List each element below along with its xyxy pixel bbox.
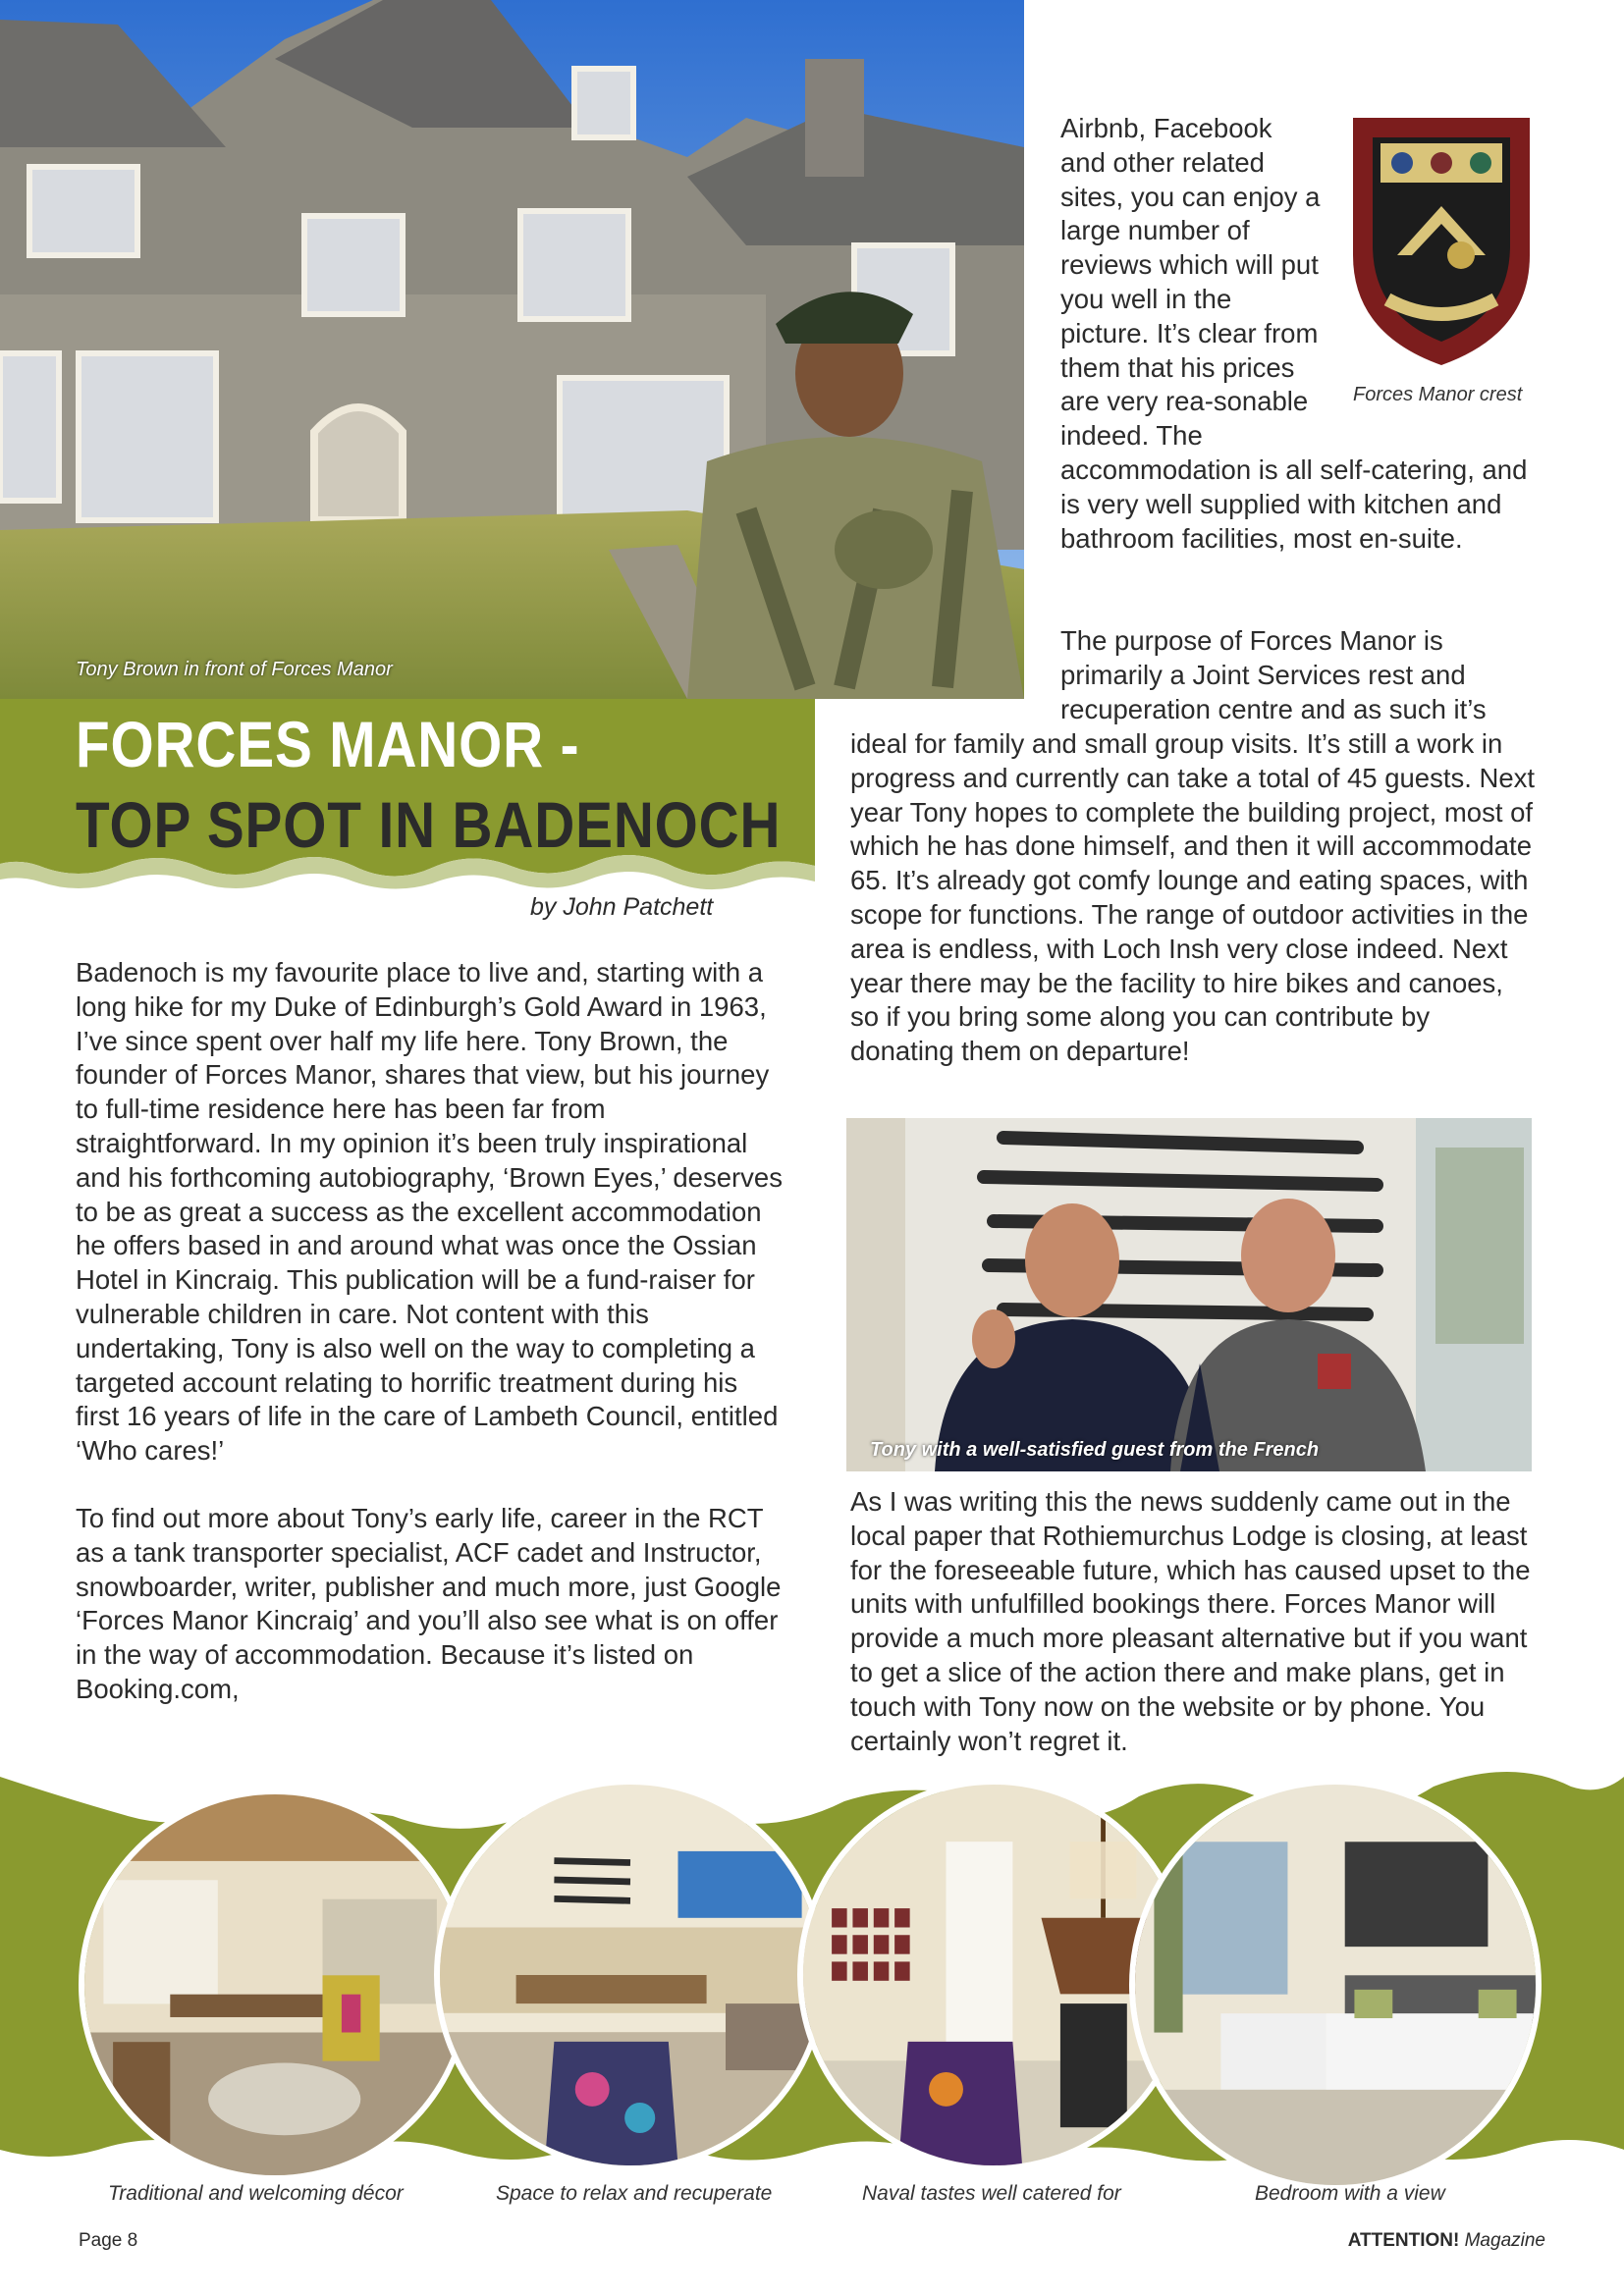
circle-photo-lounge — [434, 1779, 827, 2171]
crest-caption: Forces Manor crest — [1353, 384, 1523, 405]
right-col-narrow — [1060, 112, 1321, 454]
title-line-2: TOP SPOT IN BADENOCH — [76, 788, 782, 861]
magazine-name-bold: ATTENTION! — [1347, 2230, 1460, 2251]
right-col-p2-rest-text: ideal for family and small group visits. It’s still a work in progress and currently can take a total of 45 guests. Next year Tony hopes to complete the building project, most of which he has done himself, and then it will accommodate 65. It’s already got comfy lounge and eating spaces, with scope for functions. The range of outdoor activities in the area is endless, with Loch Insh very close indeed. Next year there may be the facility to hire bikes and canoes, so if you bring some along you can contribute by donating them on departure! — [850, 728, 1536, 1067]
magazine-name — [1348, 2230, 1545, 2252]
right-col-continue — [1060, 454, 1532, 556]
right-col-p3 — [850, 1485, 1538, 1758]
circle-photo-dining — [79, 1789, 471, 2181]
right-col-narrow-text: Airbnb, Facebook and other related sites, you can enjoy a large number of reviews which will put you well in the picture. It’s clear from them that his prices are very rea-sonable indeed. The — [1060, 113, 1321, 452]
left-col-para-1: Badenoch is my favourite place to live and, starting with a long hike for my Duke of Edinburgh’s Gold Award in 1963, I’ve since spent over half my life here. Tony Brown, the founder of Forces Manor, shares that view, but his journey to full-time residence here has been far from straightforward. In my opinion it’s been truly inspirational and his forthcoming autobiography, ‘Brown Eyes,’ deserves to be as great a success as the excellent accommodation he offers based in and around what was once the Ossian Hotel in Kincraig. This publication will be a fund-raiser for vulnerable children in care. Not content with this undertaking, Tony is also well on the way to completing a targeted account relating to horrific treatment during his first 16 years of life in the care of Lambeth Council, entitled ‘Who cares!’ — [76, 957, 783, 1467]
circle2-caption: Space to relax and recuperate — [496, 2182, 773, 2205]
title-line-1: FORCES MANOR - — [76, 708, 580, 780]
page-number: Page 8 — [79, 2230, 138, 2251]
left-col-para-2: To find out more about Tony’s early life, career in the RCT as a tank transporter specialist, ACF cadet and Instructor, snowboarder, writer, publisher and much more, just Google ‘Forces Manor Kincraig’ and you’ll also see what is on offer in the way of accommodation. Because it’s listed on Booking.com, — [76, 1502, 782, 1704]
circle-photo-bedroom — [1129, 1779, 1542, 2191]
byline: by John Patchett — [530, 893, 714, 921]
circle3-caption: Naval tastes well catered for — [862, 2182, 1121, 2205]
hero-caption: Tony Brown in front of Forces Manor — [76, 659, 393, 680]
left-column — [76, 956, 783, 1707]
guest-caption: Tony with a well-satisfied guest from the French — [870, 1439, 1320, 1461]
right-col-p2-rest — [850, 727, 1538, 1069]
right-col-continue-text: accommodation is all self-catering, and is very well supplied with kitchen and bathroom facilities, most en-suite. — [1060, 454, 1528, 554]
crest-image — [1343, 108, 1540, 373]
circle1-caption: Traditional and welcoming décor — [108, 2182, 404, 2205]
right-col-p2-intro — [1060, 624, 1542, 726]
guest-photo — [846, 1118, 1532, 1471]
right-col-p3-text: As I was writing this the news suddenly came out in the local paper that Rothiemurchus Lodge is closing, at least for the foreseeable future, which has caused upset to the units with unfulfilled bookings there. Forces Manor will provide a much more pleasant alternative but if you want to get a slice of the action there and make plans, get in touch with Tony now on the website or by phone. You certainly won’t regret it. — [850, 1486, 1531, 1756]
right-col-p2-intro-text: The purpose of Forces Manor is primarily a Joint Services rest and recuperation centre and as such it’s — [1060, 625, 1487, 724]
circle4-caption: Bedroom with a view — [1255, 2182, 1445, 2205]
shield-icon — [1343, 108, 1540, 373]
hero-photo — [0, 0, 1024, 699]
magazine-name-rest: Magazine — [1464, 2230, 1545, 2251]
